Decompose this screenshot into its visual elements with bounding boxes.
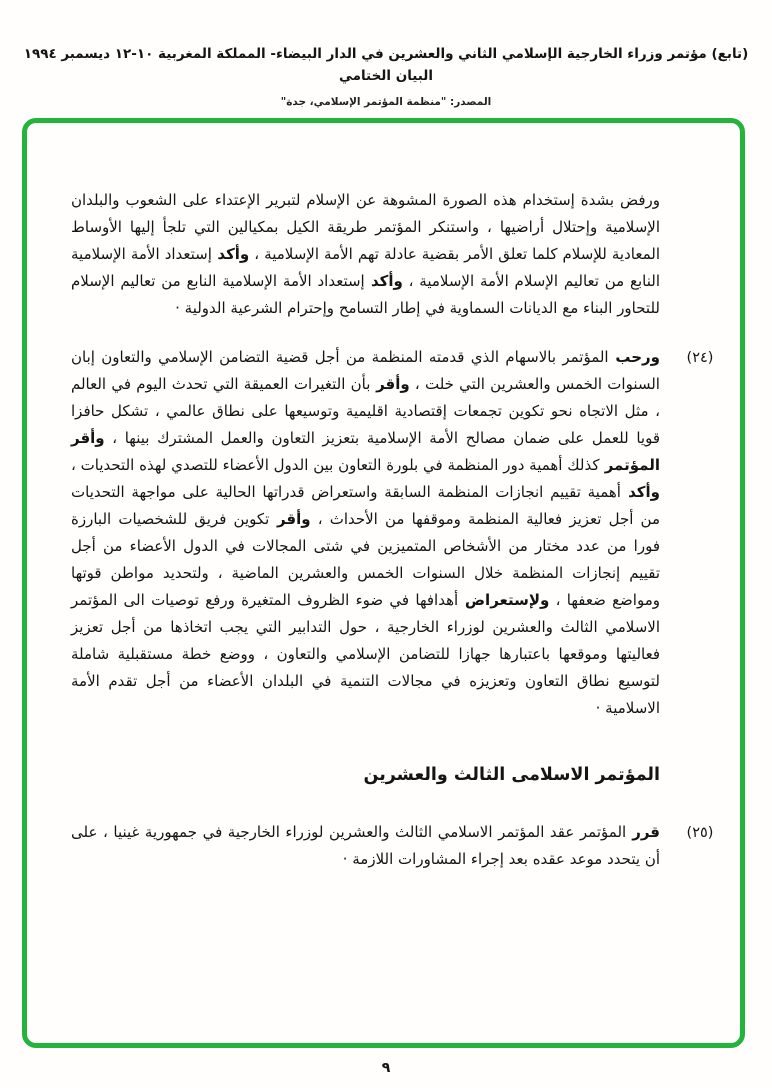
document-title: (تابع) مؤتمر وزراء الخارجية الإسلامي الثاني والعشرين في الدار البيضاء- المملكة المغربية ١٠-١٢ ديسمبر ١٩٩٤ البيان الختامي [23,46,749,84]
content-border-box [22,118,745,1048]
paragraph-25-number: (٢٥) [686,825,714,841]
paragraph-intro-row [71,187,740,322]
document-body [27,123,740,873]
document-header [0,0,772,108]
section-heading: المؤتمر الاسلامى الثالث والعشرين [363,765,660,785]
paragraph-25-row [71,819,740,873]
document-source: المصدر: "منظمة المؤتمر الإسلامي، جدة" [280,96,492,109]
paragraph-24-text: ورحب المؤتمر بالاسهام الذي قدمته المنظمة من أجل قضية التضامن الإسلامي والتعاون إبان السنوات الخمس والعشرين التي خلت ، وأقر بأن التغيرات العميقة التي تحدث اليوم في العالم ، مثل الاتجاه نحو تكوين تجمعات إقتصادية اقليمية وتوسيعها على نطاق عالمي ، تشكل حافزا قويا للعمل على ضمان مصالح الأمة الإسلامية بتعزيز التعاون والعمل المشترك بينها ، وأقر المؤتمر كذلك أهمية دور المنظمة في بلورة التعاون بين الدول الأعضاء للتصدي لهذه التحديات ، وأكد أهمية تقييم انجازات المنظمة السابقة واستعراض قدراتها الحالية على مواجهة التحديات من أجل تعزيز فعالية المنظمة وموقفها من الأحداث ، وأقر تكوين فريق للشخصيات البارزة فورا من عدد مختار من الأشخاص المتميزين في شتى المجالات في الدول الأعضاء من أجل تقييم إنجازات المنظمة خلال السنوات الخمس والعشرين الماضية ، ولتحديد مواطن قوتها ومواضع ضعفها ، ولإستعراض أهدافها في ضوء الظروف المتغيرة ورفع توصيات الى المؤتمر الاسلامي الثالث والعشرين لوزراء الخارجية ، حول التدابير التي يجب اتخاذها من أجل تعزيز فعاليتها وموقعها باعتبارها جهازا للتضامن الإسلامي والتعاون ، ووضع خطة مستقبلية شاملة لتوسيع نطاق التعاون وتعزيزه في مجالات التنمية في البلدان الأعضاء من أجل تقدم الأمة الاسلامية · [71,348,660,717]
paragraph-25-text: قرر المؤتمر عقد المؤتمر الاسلامي الثالث والعشرين لوزراء الخارجية في جمهورية غينيا ، على أن يتحدد موعد عقده بعد إجراء المشاورات اللازمة · [71,823,661,868]
paragraph-24-number: (٢٤) [686,350,714,366]
paragraph-24-row [71,344,740,722]
number-gutter-empty [660,187,740,188]
paragraph-intro: ورفض بشدة إستخدام هذه الصورة المشوهة عن الإسلام لتبرير الإعتداء على الشعوب والبلدان الإسلامية وإحتلال أراضيها ، واستنكر المؤتمر طريقة الكيل بمكيالين التي تلجأ إليها الأوساط المعادية للإسلام كلما تعلق الأمر بقضية عادلة تهم الأمة الإسلامية ، وأكد إستعداد الأمة الإسلامية النابع من تعاليم الإسلام الأمة الإسلامية ، وأكد إستعداد الأمة الإسلامية النابع من تعاليم الإسلام للتحاور البناء مع الديانات السماوية في إطار التسامح وإحترام الشرعية الدولية · [71,191,661,317]
page-number: ٩ [381,1060,391,1076]
